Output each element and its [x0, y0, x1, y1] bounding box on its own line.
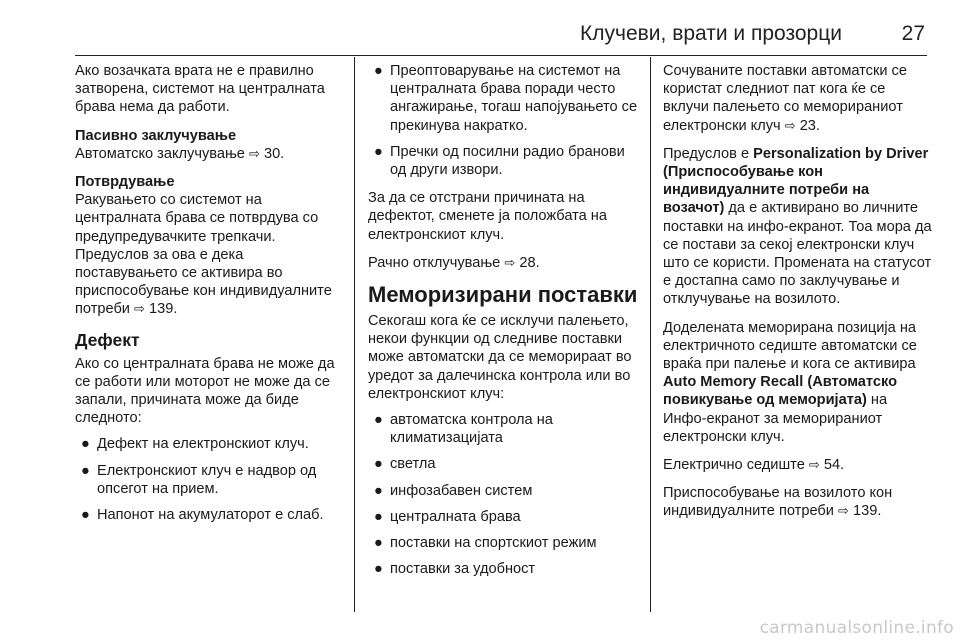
column-2 [368, 62, 640, 588]
setting-name-auto-memory-recall: Auto Memory Recall (Автоматско повикување од меморијата) [663, 374, 898, 409]
page-ref-link[interactable]: 54. [823, 457, 845, 474]
list-item: ● централната брава [374, 508, 521, 525]
memorized-paragraph: Секогаш кога ќе се исклучи палењето, некои функции од следниве поставки може автоматски да се меморираат во уредот за далечинска контрола или во електронскиот клуч: [368, 313, 632, 402]
saved-settings-paragraph: Сочуваните поставки автоматски се користат следниот пат кога ќе се вклучи палењето со меморираниот електронски клуч ⇨ 23. [663, 63, 907, 134]
column-divider-2 [650, 57, 651, 612]
bullet-icon: ● [81, 507, 90, 524]
page-ref-arrow-icon: ⇨ [838, 503, 849, 519]
watermark: carmanualsonline.info [759, 618, 954, 638]
bullet-icon: ● [81, 462, 90, 479]
list-item: ● инфозабавен систем [374, 482, 533, 499]
fault-paragraph: Ако со централната брава не може да се работи или моторот не може да се запали, причината може да биде следното: [75, 355, 335, 427]
passive-lock-paragraph: Автоматско заклучување ⇨ 30. [75, 145, 285, 162]
fault-list [75, 435, 347, 524]
page-ref-link[interactable]: 30. [263, 145, 285, 162]
page-ref-link[interactable]: 28. [519, 254, 540, 271]
list-item: ● Електронскиот клуч е надвор од опсегот на прием. [81, 462, 317, 497]
seat-memory-paragraph: Доделената меморирана позиција на електричното седиште автоматски се враќа при палење и кога се активира Auto Memory Recall (Автоматско повикување од меморијата) на Инфо-екранот за меморираниот електронски клуч. [663, 319, 917, 445]
page-ref-arrow-icon: ⇨ [134, 301, 145, 317]
page-number: 27 [901, 22, 925, 45]
intro-paragraph: Ако возачката врата не е правилно затворена, системот на централната брава нема да работи. [75, 63, 325, 116]
list-item: ● поставки за удобност [374, 561, 536, 578]
column-3 [663, 62, 933, 531]
precondition-paragraph: Предуслов е Personalization by Driver (Приспособување кон индивидуалните потреби на возачот) да е активирано во личните поставки на инфо-екранот. Тоа мора да се постави за секој електронски клуч што се користи. Промената на статусот е достапна само по заклучување и отклучување на возилото. [663, 145, 932, 308]
section-title-confirmation: Потврдување [75, 174, 175, 191]
memorized-list [368, 411, 640, 578]
page-ref-arrow-icon: ⇨ [808, 457, 820, 473]
section-title-passive-lock: Пасивно заклучување [75, 127, 237, 144]
bullet-icon: ● [374, 482, 383, 499]
bullet-icon: ● [81, 436, 90, 453]
list-item: ● Преоптоварување на системот на централната брава поради често ангажирање, тогаш напојувањето се прекинува накратко. [374, 63, 638, 134]
list-item: ● светла [374, 456, 436, 473]
page-ref-arrow-icon: ⇨ [504, 254, 516, 270]
page-ref-arrow-icon: ⇨ [248, 145, 260, 161]
setting-name-personalization: Personalization by Driver (Приспособување кон индивидуалните потреби на возачот) [663, 145, 929, 217]
page-ref-link[interactable]: 139. [852, 503, 882, 520]
manual-unlock-paragraph: Рачно отклучување ⇨ 28. [368, 254, 540, 271]
fix-paragraph: За да се отстрани причината на дефектот, сменете ја положбата на електронскиот клуч. [368, 190, 607, 243]
personalization-paragraph: Приспособување на возилото кон индивидуалните потреби ⇨ 139. [663, 485, 893, 520]
section-title-fault: Дефект [75, 329, 140, 350]
page-header [0, 0, 960, 56]
list-item: ● Дефект на електронскиот клуч. [81, 436, 309, 453]
page-ref-arrow-icon: ⇨ [784, 117, 796, 133]
header-rule [75, 55, 927, 56]
section-title-memorized-settings: Меморизирани поставки [368, 282, 638, 308]
column-divider-1 [354, 57, 355, 612]
confirmation-paragraph: Ракувањето со системот на централната брава се потврдува со предупредувачките трепкачи. Предуслов за ова е дека поставувањето се активира во приспособување кон индивидуалните потреби ⇨ 139. [75, 192, 332, 318]
page-ref-link[interactable]: 139. [149, 301, 178, 318]
column-1 [75, 62, 347, 534]
power-seat-paragraph: Електрично седиште ⇨ 54. [663, 457, 845, 474]
bullet-icon: ● [374, 456, 383, 473]
fault-list-continued [368, 62, 640, 179]
page-ref-link[interactable]: 23. [799, 117, 820, 134]
list-item: ● автоматска контрола на климатизацијата [374, 412, 553, 447]
bullet-icon: ● [374, 143, 383, 160]
bullet-icon: ● [374, 63, 383, 79]
list-item: ● Пречки од посилни радио бранови од други извори. [374, 143, 625, 179]
bullet-icon: ● [374, 535, 383, 552]
bullet-icon: ● [374, 561, 383, 578]
list-item: ● поставки на спортскиот режим [374, 535, 597, 552]
chapter-title: Клучеви, врати и прозорци [580, 22, 842, 45]
list-item: ● Напонот на акумулаторот е слаб. [81, 507, 324, 524]
bullet-icon: ● [374, 508, 383, 525]
bullet-icon: ● [374, 412, 383, 429]
